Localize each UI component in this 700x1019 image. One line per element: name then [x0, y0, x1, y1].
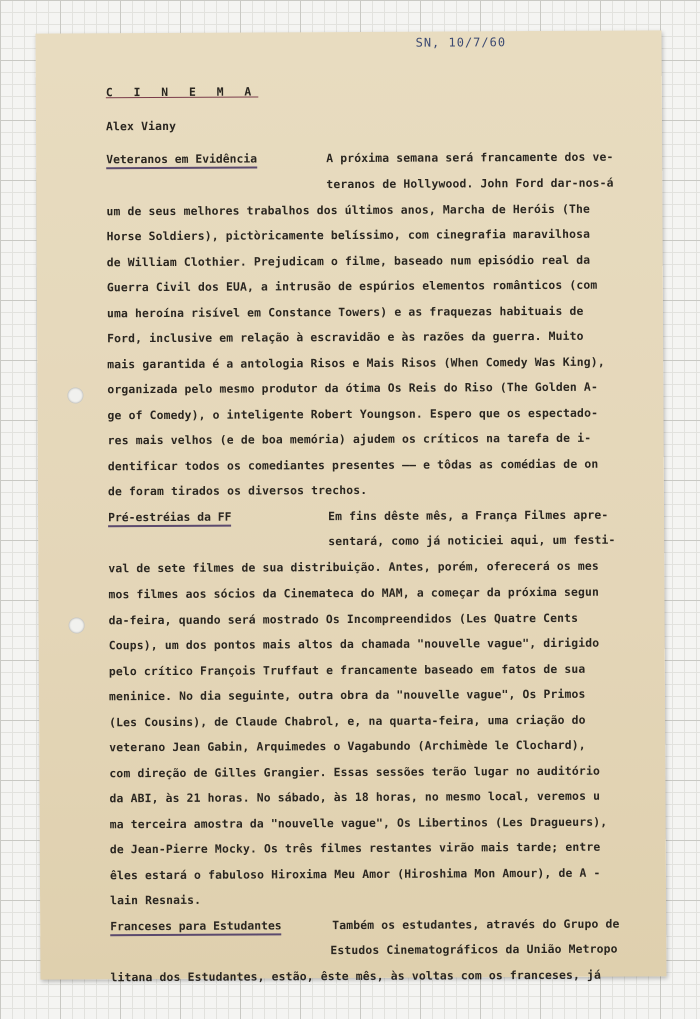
text-line: ge of Comedy), o inteligente Robert Youngson. Espero que os espectado- [107, 405, 599, 423]
text-line: Também os estudantes, através do Grupo de [332, 916, 620, 933]
text-line: com direção de Gilles Grangier. Essas sessões terão lugar no auditório [109, 763, 600, 781]
text-line: veterano Jean Gabin, Arquimedes o Vagabundo (Archimède le Clochard), [109, 737, 586, 755]
text-line: Coups), um dos pontos mais altos da chamada "nouvelle vague", dirigido [108, 635, 600, 653]
text-line: A próxima semana será francamente dos ve- [326, 149, 614, 166]
date-stamp: SN, 10/7/60 [415, 35, 507, 50]
text-line: Em fins dêste mês, a França Filmes apre- [328, 507, 609, 524]
text-line: sentará, como já noticiei aqui, um festi- [328, 532, 616, 549]
section-heading-franceses: Franceses para Estudantes [110, 918, 282, 936]
section-heading-veteranos: Veteranos em Evidência [106, 151, 257, 169]
text-line: um de seus melhores trabalhos dos últimos anos, Marcha de Heróis (The [106, 201, 591, 219]
text-line: da ABI, às 21 horas. No sábado, às 18 horas, no mesmo local, veremos u [109, 788, 601, 806]
text-line: êles estará o fabuloso Hiroxima Meu Amor (Hiroshima Mon Amour), de A - [109, 865, 601, 883]
text-line: Estudos Cinematográficos da União Metropo [330, 941, 618, 958]
text-line: mos filmes aos sócios da Cinemateca do MAM, a começar da próxima segun [108, 584, 600, 602]
text-line: Horse Soldiers), pictòricamente belíssimo, com cinegrafia maravilhosa [106, 226, 591, 244]
text-line: de William Clothier. Prejudicam o filme, baseado num episódio real da [106, 252, 591, 270]
section-heading-pre-estreias: Pré-estréias da FF [108, 510, 232, 528]
author-name: Alex Viany [105, 118, 177, 134]
text-line: litana dos Estudantes, estão, êste mês, às voltas com os franceses, já [110, 967, 602, 985]
text-line: de Jean-Pierre Mocky. Os três filmes restantes virão mais tarde; entre [109, 839, 601, 857]
text-line: uma heroína risível em Constance Towers) e as fraquezas habituais de [106, 303, 584, 321]
text-line: pelo crítico François Truffaut e francamente baseado em fatos de sua [108, 661, 586, 679]
text-line: mais garantida é a antologia Risos e Mais Risos (When Comedy Was King), [107, 354, 605, 372]
text-line: Ford, inclusive em relação à escravidão e às razões da guerra. Muito [107, 328, 584, 346]
text-line: organizada pelo mesmo produtor da ótima Os Reis do Riso (The Golden A- [107, 379, 598, 397]
text-line: dentificar todos os comediantes presentes –– e tôdas as comédias de on [107, 456, 599, 474]
punch-hole [67, 387, 83, 403]
text-line: de foram tirados os diversos trechos. [107, 482, 368, 499]
text-line: meninice. No dia seguinte, outra obra da "nouvelle vague", Os Primos [108, 686, 586, 704]
text-line: res mais velhos (e de boa memória) ajudem os críticos na tarefa de i- [107, 430, 592, 448]
text-line: Guerra Civil dos EUA, a intrusão de espúrios elementos românticos (com [106, 277, 598, 295]
column-title: C I N E M A [105, 84, 259, 100]
text-line: da-feira, quando será mostrado Os Incompreendidos (Les Quatre Cents [108, 610, 579, 628]
text-line: teranos de Hollywood. John Ford dar-nos-á [326, 175, 614, 192]
text-line: ma terceira amostra da "nouvelle vague", Os Libertinos (Les Dragueurs), [109, 814, 608, 832]
text-line: (Les Cousins), de Claude Chabrol, e, na quarta-feira, uma criação do [109, 712, 586, 730]
typed-page [36, 30, 667, 985]
punch-hole [69, 617, 85, 633]
text-line: lain Resnais. [110, 892, 202, 908]
text-line: val de sete filmes de sua distribuição. Antes, porém, oferecerá os mes [108, 558, 599, 576]
